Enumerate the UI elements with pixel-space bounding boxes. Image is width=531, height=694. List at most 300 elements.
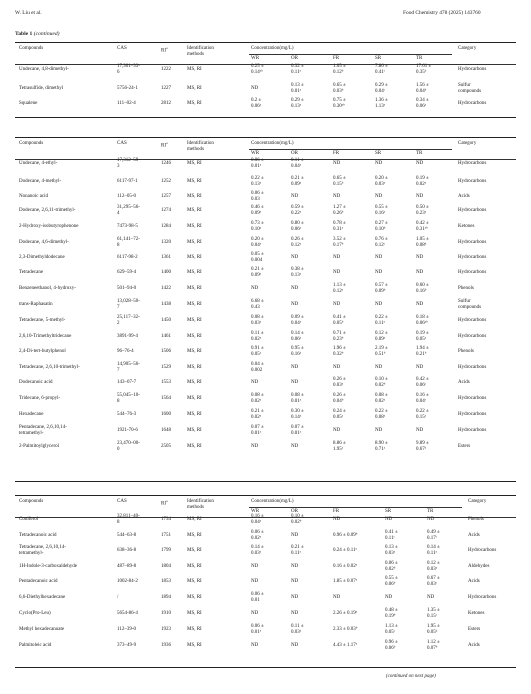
category-value-line: compounds	[458, 304, 482, 310]
compound-name-line: Palmitoleic acid	[19, 643, 52, 648]
concentration-fr	[333, 221, 346, 233]
concentration-tr	[416, 221, 429, 233]
concentration-sr-line: 0.29 ±	[375, 83, 388, 88]
cas-number-line: 7473-98-5	[117, 224, 138, 229]
cas-number	[117, 158, 140, 170]
concentration-wr-line: ND	[251, 564, 259, 569]
concentration-tr-line: 0.12 ±	[427, 561, 440, 566]
concentration-tr-line: ND	[416, 194, 424, 199]
concentration-fr-line: 0.03ᵃ	[333, 382, 344, 388]
concentration-or	[291, 611, 298, 617]
concentration-sr-line: ND	[375, 365, 383, 370]
concentration-tr-line: 0.14 ±	[427, 545, 440, 550]
concentration-or	[291, 83, 304, 95]
category-value-line: Sulfur	[458, 83, 471, 88]
concentration-wr-line: ND	[251, 611, 259, 616]
category-value	[458, 380, 470, 386]
cas-number-line: 32,811–40-	[117, 514, 140, 519]
concentration-wr-line: 0.002	[251, 367, 263, 373]
concentration-wr	[251, 643, 258, 649]
concentration-wr-line: 0.05 ±	[251, 252, 264, 257]
concentration-wr	[251, 530, 264, 542]
cas-number-line: 13,028–50-	[117, 299, 140, 304]
cas-number	[117, 349, 134, 355]
concentration-sr-line: 0.12ᶜ	[375, 242, 386, 248]
concentration-or-line: ND	[291, 380, 299, 385]
concentration-wr-line: 0.004	[251, 257, 263, 263]
concentration-fr-line: 2.26 ± 0.19ᵃ	[333, 611, 358, 616]
concentration-sr-line: 0.20 ±	[375, 176, 388, 181]
compound-name	[19, 194, 48, 200]
category-value	[458, 83, 481, 95]
cas-number	[117, 101, 136, 107]
header-category: Category	[468, 499, 487, 504]
concentration-fr-line: 0.41 ±	[333, 315, 346, 320]
concentration-sr-line: 0.09ᵇ	[375, 288, 386, 294]
concentration-wr-line: ND	[251, 579, 259, 584]
concentration-sr	[385, 561, 398, 573]
identification-method: MS, RI	[187, 611, 202, 616]
concentration-or-line: ND	[291, 595, 299, 600]
concentration-wr-line: ND	[251, 643, 259, 648]
concentration-fr-line: 0.65 ±	[333, 83, 346, 88]
concentration-sr-line: 0.96 ±	[385, 640, 398, 645]
concentration-fr	[333, 377, 346, 389]
compound-name	[19, 302, 53, 308]
compound-name-line: 2-Hydroxy-isobutyrophenone	[19, 224, 79, 229]
concentration-sr-line: 0.76 ±	[375, 237, 388, 242]
concentration-wr-line: 0.09ᵃ	[251, 272, 262, 278]
cas-number	[117, 611, 138, 617]
concentration-or-line: 0.11 ±	[291, 158, 304, 163]
concentration-fr	[333, 611, 357, 617]
concentration-tr-line: ND	[427, 517, 435, 522]
concentration-or-line: ND	[291, 255, 299, 260]
concentration-or-line: 0.09ᵃ	[291, 181, 302, 187]
concentration-tr	[416, 315, 429, 327]
concentration-fr-line: 0.65 ±	[333, 176, 346, 181]
identification-method: MS, RI	[187, 67, 202, 72]
identification-method: MS, RI	[187, 270, 202, 275]
concentration-wr-line: 0.01ᵃ	[251, 629, 262, 635]
concentration-or-line: 0.12ᵃ	[291, 242, 302, 248]
concentration-fr	[333, 548, 357, 554]
identification-method: MS, RI	[187, 517, 202, 522]
concentration-fr	[333, 564, 357, 570]
header-ri-text: RI	[161, 48, 166, 54]
concentration-or-line: 0.16ᵃ	[291, 351, 302, 357]
running-header-left: W. Liu et al.	[15, 10, 42, 16]
cas-number-line: 96–76-4	[117, 349, 134, 354]
category-value-line: Sulfur	[458, 299, 471, 304]
category-value	[468, 533, 480, 539]
cas-number	[117, 205, 140, 217]
retention-index: 1438	[161, 302, 171, 307]
concentration-fr-line: 1.85 ± 0.07ᵃ	[333, 579, 358, 584]
concentration-fr	[333, 205, 346, 217]
retention-index: 1564	[161, 396, 171, 401]
concentration-or-line: 0.59 ±	[291, 205, 304, 210]
concentration-fr-line: 0.15ᵇ	[333, 181, 344, 187]
category-value	[458, 444, 470, 450]
retention-index: 1320	[161, 240, 171, 245]
category-value-line: Hydrocarbons	[458, 67, 487, 72]
concentration-sr-line: 0.02ᵃ	[375, 398, 386, 404]
concentration-tr	[416, 441, 429, 453]
retention-index: 1894	[161, 595, 171, 600]
cas-number	[117, 627, 136, 633]
cas-number	[117, 579, 138, 585]
concentration-or-line: ND	[291, 365, 299, 370]
concentration-tr	[416, 365, 423, 371]
concentration-fr-line: 0.04ᵇ	[333, 398, 344, 404]
concentration-wr-line: ND	[251, 286, 259, 291]
category-value	[458, 67, 486, 73]
category-value-line: Esters	[458, 444, 471, 449]
header-wr: WR	[251, 56, 260, 61]
cas-number	[117, 533, 136, 539]
concentration-wr	[251, 267, 264, 279]
category-value-line: Hydrocarbons	[458, 208, 487, 213]
compound-name	[19, 627, 64, 633]
concentration-wr-line: 0.03ᵃ	[251, 320, 262, 326]
concentration-or-line: 0.01ᵃ	[291, 88, 302, 94]
concentration-or	[291, 158, 304, 170]
concentration-or	[291, 267, 304, 279]
concentration-wr-line: 0.03	[251, 196, 260, 202]
cas-number	[117, 86, 138, 92]
cas-number-line: 6117-97-1	[117, 179, 138, 184]
header-identification-methods	[187, 46, 214, 58]
cas-number	[117, 428, 138, 434]
header-category: Category	[458, 141, 477, 146]
compound-name	[19, 533, 57, 539]
category-value-line: Phenols	[468, 517, 484, 522]
compound-name-line: 2-Palmitoylglycerol	[19, 444, 59, 449]
concentration-fr-line: ND	[333, 302, 341, 307]
concentration-tr-line: 0.11ᵃ	[427, 550, 437, 556]
header-identification-methods-line: Identification	[187, 46, 214, 51]
concentration-wr-line: 0.06 ±	[251, 530, 264, 535]
compound-name-line: Methyl hexadecanoate	[19, 627, 65, 632]
cas-number-line: 17,301–33-	[117, 64, 140, 69]
concentration-tr	[416, 161, 423, 167]
concentration-wr-line: 0.02ᵃ	[251, 336, 262, 342]
concentration-fr-line: 0.26ᵇ	[333, 210, 344, 216]
concentration-fr	[333, 441, 346, 453]
category-value	[458, 224, 474, 230]
concentration-tr	[427, 517, 434, 523]
concentration-or-line: ND	[291, 643, 299, 648]
concentration-tr-line: 0.23ᵃ	[416, 210, 427, 216]
category-value	[458, 240, 486, 246]
header-ri	[161, 141, 168, 149]
category-value	[458, 270, 486, 276]
concentration-tr-line: 0.15ᵃ	[416, 414, 427, 420]
concentration-wr	[251, 362, 264, 374]
concentration-fr	[333, 64, 346, 76]
concentration-wr-line: 0.02ᵃ	[251, 414, 262, 420]
cas-number	[117, 64, 140, 76]
cas-number-line: 3	[117, 163, 120, 169]
compound-name	[19, 611, 51, 617]
concentration-fr-line: 0.96 ± 0.09ᵇ	[333, 533, 358, 538]
retention-index: 1648	[161, 428, 171, 433]
concentration-fr-line: ND	[333, 270, 341, 275]
concentration-sr-line: 0.02ᵇ	[375, 382, 386, 388]
concentration-wr-line: 0.06 ±	[251, 592, 264, 597]
compound-name-line: 1H-Indole-3-carboxaldehyde	[19, 564, 78, 569]
category-value-line: Hydrocarbons	[468, 548, 497, 553]
concentration-sr-line: 0.10 ±	[375, 377, 388, 382]
concentration-wr	[251, 425, 264, 437]
concentration-sr-line: 0.57 ±	[375, 283, 388, 288]
identification-method: MS, RI	[187, 533, 202, 538]
concentration-fr-line: 1.27 ±	[333, 205, 346, 210]
compound-name-line: tetramethyl-	[19, 430, 44, 436]
cas-number	[117, 299, 140, 311]
concentration-or-line: 0.10 ±	[291, 514, 304, 519]
category-value	[458, 428, 486, 434]
category-value-line: Aldehydes	[468, 564, 490, 569]
category-value	[468, 643, 480, 649]
concentration-wr-line: 0.01ᵃ	[251, 430, 262, 436]
concentration-sr	[385, 624, 398, 636]
concentration-fr-line: 0.17ᵇ	[333, 242, 344, 248]
compound-name-line: Tetradecane, 5-methyl-	[19, 318, 66, 323]
concentration-fr	[333, 627, 357, 633]
concentration-sr-line: ND	[375, 255, 383, 260]
concentration-sr-line: 0.55 ±	[385, 576, 398, 581]
identification-method: MS, RI	[187, 579, 202, 584]
table-rule	[249, 507, 462, 508]
compound-name-line: Pentadecane, 2,6,10,14-	[19, 425, 67, 430]
concentration-sr	[375, 237, 388, 249]
cas-number-line: 6117-98-2	[117, 255, 138, 260]
concentration-or	[291, 221, 304, 233]
concentration-sr-line: ND	[375, 161, 383, 166]
cas-number-line: 25,117–32-	[117, 315, 140, 320]
concentration-wr-line: 0.73 ±	[251, 221, 264, 226]
concentration-or-line: 0.13 ±	[291, 83, 304, 88]
header-sr: SR	[375, 56, 382, 61]
concentration-sr-line: 1.36 ±	[375, 98, 388, 103]
category-value-line: Hydrocarbons	[458, 179, 487, 184]
compound-name	[19, 270, 43, 276]
cas-number	[117, 564, 136, 570]
cas-number	[117, 255, 138, 261]
compound-name	[19, 365, 80, 371]
concentration-sr	[375, 377, 388, 389]
retention-index: 1751	[161, 533, 171, 538]
compound-name-line: Tetradecanoic acid	[19, 533, 57, 538]
concentration-fr-line: 0.05ᵃ	[333, 414, 344, 420]
header-fr: FR	[333, 151, 340, 156]
table-rule	[15, 495, 516, 496]
compound-name-line: Dodecane, 4,6-dimethyl-	[19, 240, 69, 245]
compound-name	[19, 517, 38, 523]
concentration-tr	[416, 346, 429, 358]
identification-method: MS, RI	[187, 564, 202, 569]
running-header-right: Food Chemistry 478 (2025) 143760	[403, 10, 481, 16]
category-value	[458, 396, 486, 402]
concentration-or	[291, 237, 304, 249]
concentration-sr-line: 0.05ᶜ	[385, 629, 396, 635]
header-identification-methods-line: Identification	[187, 499, 214, 504]
concentration-sr	[375, 83, 388, 95]
header-or: OR	[291, 56, 298, 61]
concentration-wr-line: 0.04ᵃ	[251, 242, 262, 248]
concentration-wr-line: 0.06 ±	[251, 191, 264, 196]
concentration-tr-line: ND	[416, 302, 424, 307]
concentration-wr-line: 0.08 ±	[251, 393, 264, 398]
concentration-or	[291, 393, 304, 405]
category-value	[458, 299, 481, 311]
concentration-wr	[251, 299, 264, 311]
concentration-fr-line: 0.16 ± 0.02ᵃ	[333, 564, 358, 569]
concentration-fr-line: 8.86 ±	[333, 441, 346, 446]
cas-number-line: 112–05-0	[117, 194, 136, 199]
concentration-sr	[375, 441, 388, 453]
header-concentration: Concentration(mg/L)	[251, 46, 294, 51]
concentration-sr-line: ND	[385, 595, 393, 600]
concentration-sr-line: ND	[375, 270, 383, 275]
concentration-sr	[375, 428, 382, 434]
concentration-sr-line: 0.19ᵇ	[385, 613, 396, 619]
compound-name-line: Squalene	[19, 101, 38, 106]
concentration-tr	[416, 302, 423, 308]
concentration-tr-line: ND	[416, 365, 424, 370]
concentration-tr-line: 1.94 ±	[416, 346, 429, 351]
concentration-tr-line: 0.17ᶜ	[427, 535, 438, 541]
concentration-tr-line: ND	[416, 161, 424, 166]
table-rule	[15, 517, 516, 518]
concentration-sr-line: 0.09ᵃ	[375, 336, 386, 342]
retention-index: 1222	[161, 67, 171, 72]
concentration-or-line: 0.26 ±	[291, 237, 304, 242]
concentration-wr-line: 0.06 ±	[251, 158, 264, 163]
cas-number-line: 31,295–56-	[117, 205, 140, 210]
concentration-fr	[333, 98, 346, 110]
identification-method: MS, RI	[187, 595, 202, 600]
compound-name	[19, 579, 57, 585]
cas-number-line: 373–49-9	[117, 643, 137, 648]
header-cas: CAS	[117, 499, 127, 504]
concentration-wr-line: 0.91 ±	[251, 346, 264, 351]
identification-method: MS, RI	[187, 349, 202, 354]
retention-index: 1910	[161, 611, 171, 616]
compound-name	[19, 318, 65, 324]
concentration-fr	[333, 331, 346, 343]
compound-name-line: Coniferol	[19, 517, 39, 522]
concentration-or-line: 0.07 ±	[291, 425, 304, 430]
concentration-tr	[427, 530, 440, 542]
concentration-fr	[333, 533, 357, 539]
concentration-or	[291, 315, 304, 327]
concentration-fr-line: 0.12ᵃ	[333, 288, 344, 294]
concentration-sr	[375, 194, 382, 200]
concentration-wr	[251, 64, 264, 76]
category-value-line: Ketones	[468, 611, 485, 616]
concentration-sr-line: 0.16ᵃ	[375, 210, 386, 216]
compound-name-line: Undecane, 4,8-dimethyl-	[19, 67, 69, 72]
compound-name	[19, 161, 57, 167]
concentration-tr-line: 0.08ᵈ	[416, 242, 427, 248]
concentration-wr-line: ND	[251, 86, 259, 91]
table-rule	[15, 159, 516, 160]
concentration-tr	[427, 595, 434, 601]
header-identification-methods-line: methods	[187, 504, 204, 510]
concentration-sr-line: 0.06ᵇ	[385, 581, 396, 587]
identification-method: MS, RI	[187, 101, 202, 106]
category-value	[468, 611, 484, 617]
concentration-tr-line: 0.19 ±	[416, 176, 429, 181]
concentration-or	[291, 302, 298, 308]
concentration-wr-line: 0.06 ±	[251, 624, 264, 629]
header-identification-methods-line: Identification	[187, 141, 214, 146]
concentration-sr-line: 0.03ᵃ	[385, 550, 396, 556]
concentration-sr-line: ND	[385, 517, 393, 522]
header-identification-methods-line: methods	[187, 51, 204, 57]
cas-number-line: 638–36-8	[117, 548, 137, 553]
concentration-sr	[375, 331, 388, 343]
concentration-tr-line: 0.42 ±	[416, 377, 429, 382]
category-value	[458, 412, 486, 418]
concentration-tr-line: 0.05ᵃ	[416, 336, 427, 342]
cas-number-line: 17,312–59-	[117, 158, 140, 163]
concentration-tr-line: 1.05 ±	[416, 237, 429, 242]
cas-number	[117, 393, 140, 405]
concentration-sr	[375, 315, 388, 327]
identification-method: MS, RI	[187, 208, 202, 213]
identification-method: MS, RI	[187, 548, 202, 553]
concentration-wr	[251, 564, 258, 570]
cas-number-line: 1921-70-6	[117, 428, 138, 433]
concentration-wr-line: 0.11 ±	[251, 331, 264, 336]
compound-name-line: Tridecane, 6-propyl-	[19, 396, 61, 401]
category-value	[458, 286, 474, 292]
concentration-or	[291, 205, 304, 217]
header-ri-superscript: a	[166, 499, 168, 503]
concentration-or-line: 0.06ᵃ	[291, 336, 302, 342]
compound-name	[19, 286, 76, 292]
concentration-fr-line: 0.78 ±	[333, 221, 346, 226]
cas-number	[117, 380, 136, 386]
concentration-fr-line: 0.03ᵇ	[333, 88, 344, 94]
concentration-fr	[333, 643, 357, 649]
concentration-tr-line: ND	[416, 255, 424, 260]
concentration-tr-line: 0.49 ±	[427, 530, 440, 535]
concentration-tr-line: ND	[416, 270, 424, 275]
concentration-or-line: ND	[291, 564, 299, 569]
concentration-or	[291, 255, 298, 261]
concentration-tr-line: ND	[427, 595, 435, 600]
category-value-line: Acids	[458, 194, 470, 199]
retention-index: 1400	[161, 270, 171, 275]
concentration-fr	[333, 365, 340, 371]
concentration-tr-line: 0.67ᵃ	[416, 446, 427, 452]
concentration-fr	[333, 237, 346, 249]
concentration-tr	[416, 270, 423, 276]
concentration-or	[291, 64, 304, 76]
category-value	[458, 318, 486, 324]
concentration-tr	[416, 205, 429, 217]
concentration-fr	[333, 517, 340, 523]
concentration-wr	[251, 393, 264, 405]
identification-method: MS, RI	[187, 428, 202, 433]
compound-name	[19, 412, 43, 418]
cas-number-line: 143–07-7	[117, 380, 137, 385]
